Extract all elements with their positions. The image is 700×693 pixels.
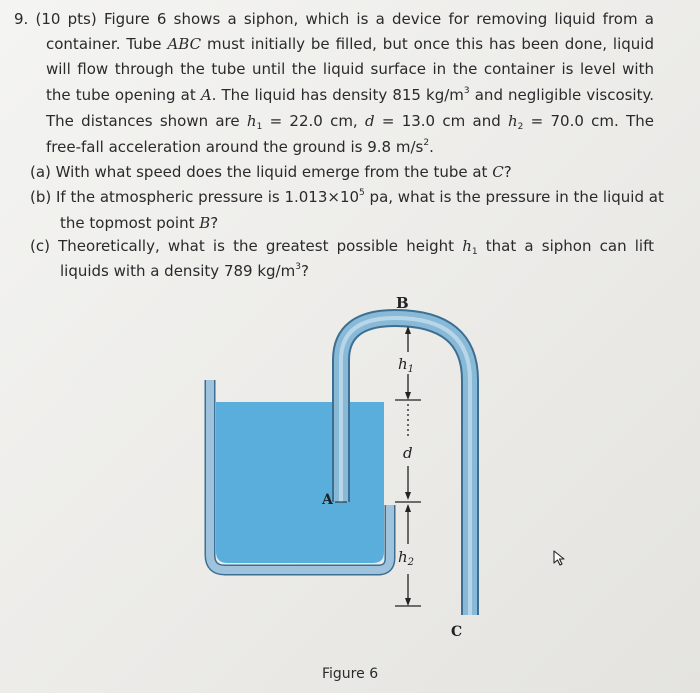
part-c (30, 235, 654, 259)
tube-label: ABC (167, 35, 202, 53)
problem-number: 9. (14, 10, 29, 28)
point-a-label: A (200, 86, 212, 104)
label-a: A (322, 492, 333, 508)
text-fragment: . (429, 138, 434, 156)
mouse-cursor-icon (553, 550, 567, 566)
text-fragment: = 22.0 cm, (262, 112, 365, 130)
h2-symbol: h (508, 112, 518, 130)
text-fragment: must initially be filled, but once this has been done, liquid (201, 35, 654, 53)
problem-text: Figure 6 shows a siphon, which is a device for removing liquid from a (103, 10, 654, 28)
text-fragment: . The liquid has density 815 kg/m (211, 86, 464, 104)
text-fragment: and negligible viscosity. (469, 86, 654, 104)
d-symbol: d (364, 112, 375, 130)
label-b: B (396, 294, 409, 312)
text-fragment: ? (300, 262, 309, 280)
problem-line-2 (46, 33, 654, 57)
exponent: 5 (359, 188, 365, 198)
exponent: 3 (463, 86, 470, 96)
point-b-label: B (199, 214, 211, 232)
figure-caption: Figure 6 (322, 666, 379, 682)
problem-line-1 (14, 8, 654, 32)
part-a (30, 161, 512, 185)
text-fragment: (b) If the atmospheric pressure is 1.013×10 (30, 188, 360, 206)
text-fragment: pa, what is the pressure in the liquid at (364, 188, 664, 206)
problem-points: (10 pts) (35, 10, 97, 28)
text-fragment: The distances shown are (46, 112, 247, 130)
h1-symbol: h (246, 112, 257, 130)
text-fragment: liquids with a density 789 kg/m (60, 262, 296, 280)
text-fragment: ? (210, 214, 219, 232)
label-c: C (451, 624, 463, 640)
part-b (30, 186, 664, 210)
liquid (216, 402, 384, 563)
text-fragment: = 13.0 cm and (374, 112, 508, 130)
part-b-line-2 (60, 212, 218, 236)
exponent: 3 (295, 262, 301, 272)
text-fragment: (a) With what speed does the liquid emerge from the tube at (30, 163, 493, 181)
text-fragment: the tube opening at (46, 86, 201, 104)
text-fragment: that a siphon can lift (477, 237, 654, 255)
part-c-line-2 (60, 260, 309, 284)
text-fragment: free-fall acceleration around the ground is 9.8 m/s (46, 138, 424, 156)
problem-line-3: will flow through the tube until the liquid surface in the container is level with (46, 60, 654, 78)
problem-line-6 (46, 136, 434, 160)
text-fragment: container. Tube (46, 35, 168, 53)
text-fragment: (c) Theoretically, what is the greatest possible height (30, 237, 463, 255)
point-c-label: C (492, 163, 504, 181)
subscript: 2 (517, 122, 524, 132)
problem-line-5 (46, 110, 654, 134)
label-d: d (403, 444, 413, 462)
text-fragment: the topmost point (60, 214, 200, 232)
problem-line-4 (46, 84, 654, 108)
text-fragment: ? (503, 163, 512, 181)
siphon-figure (200, 290, 500, 640)
exponent: 2 (423, 138, 430, 148)
label-h2: $h_2$ (398, 548, 415, 568)
label-h1: $h_1$ (398, 355, 415, 375)
text-fragment: = 70.0 cm. The (523, 112, 654, 130)
subscript: 1 (471, 247, 478, 257)
subscript: 1 (256, 122, 263, 132)
h1-symbol: h (462, 237, 472, 255)
